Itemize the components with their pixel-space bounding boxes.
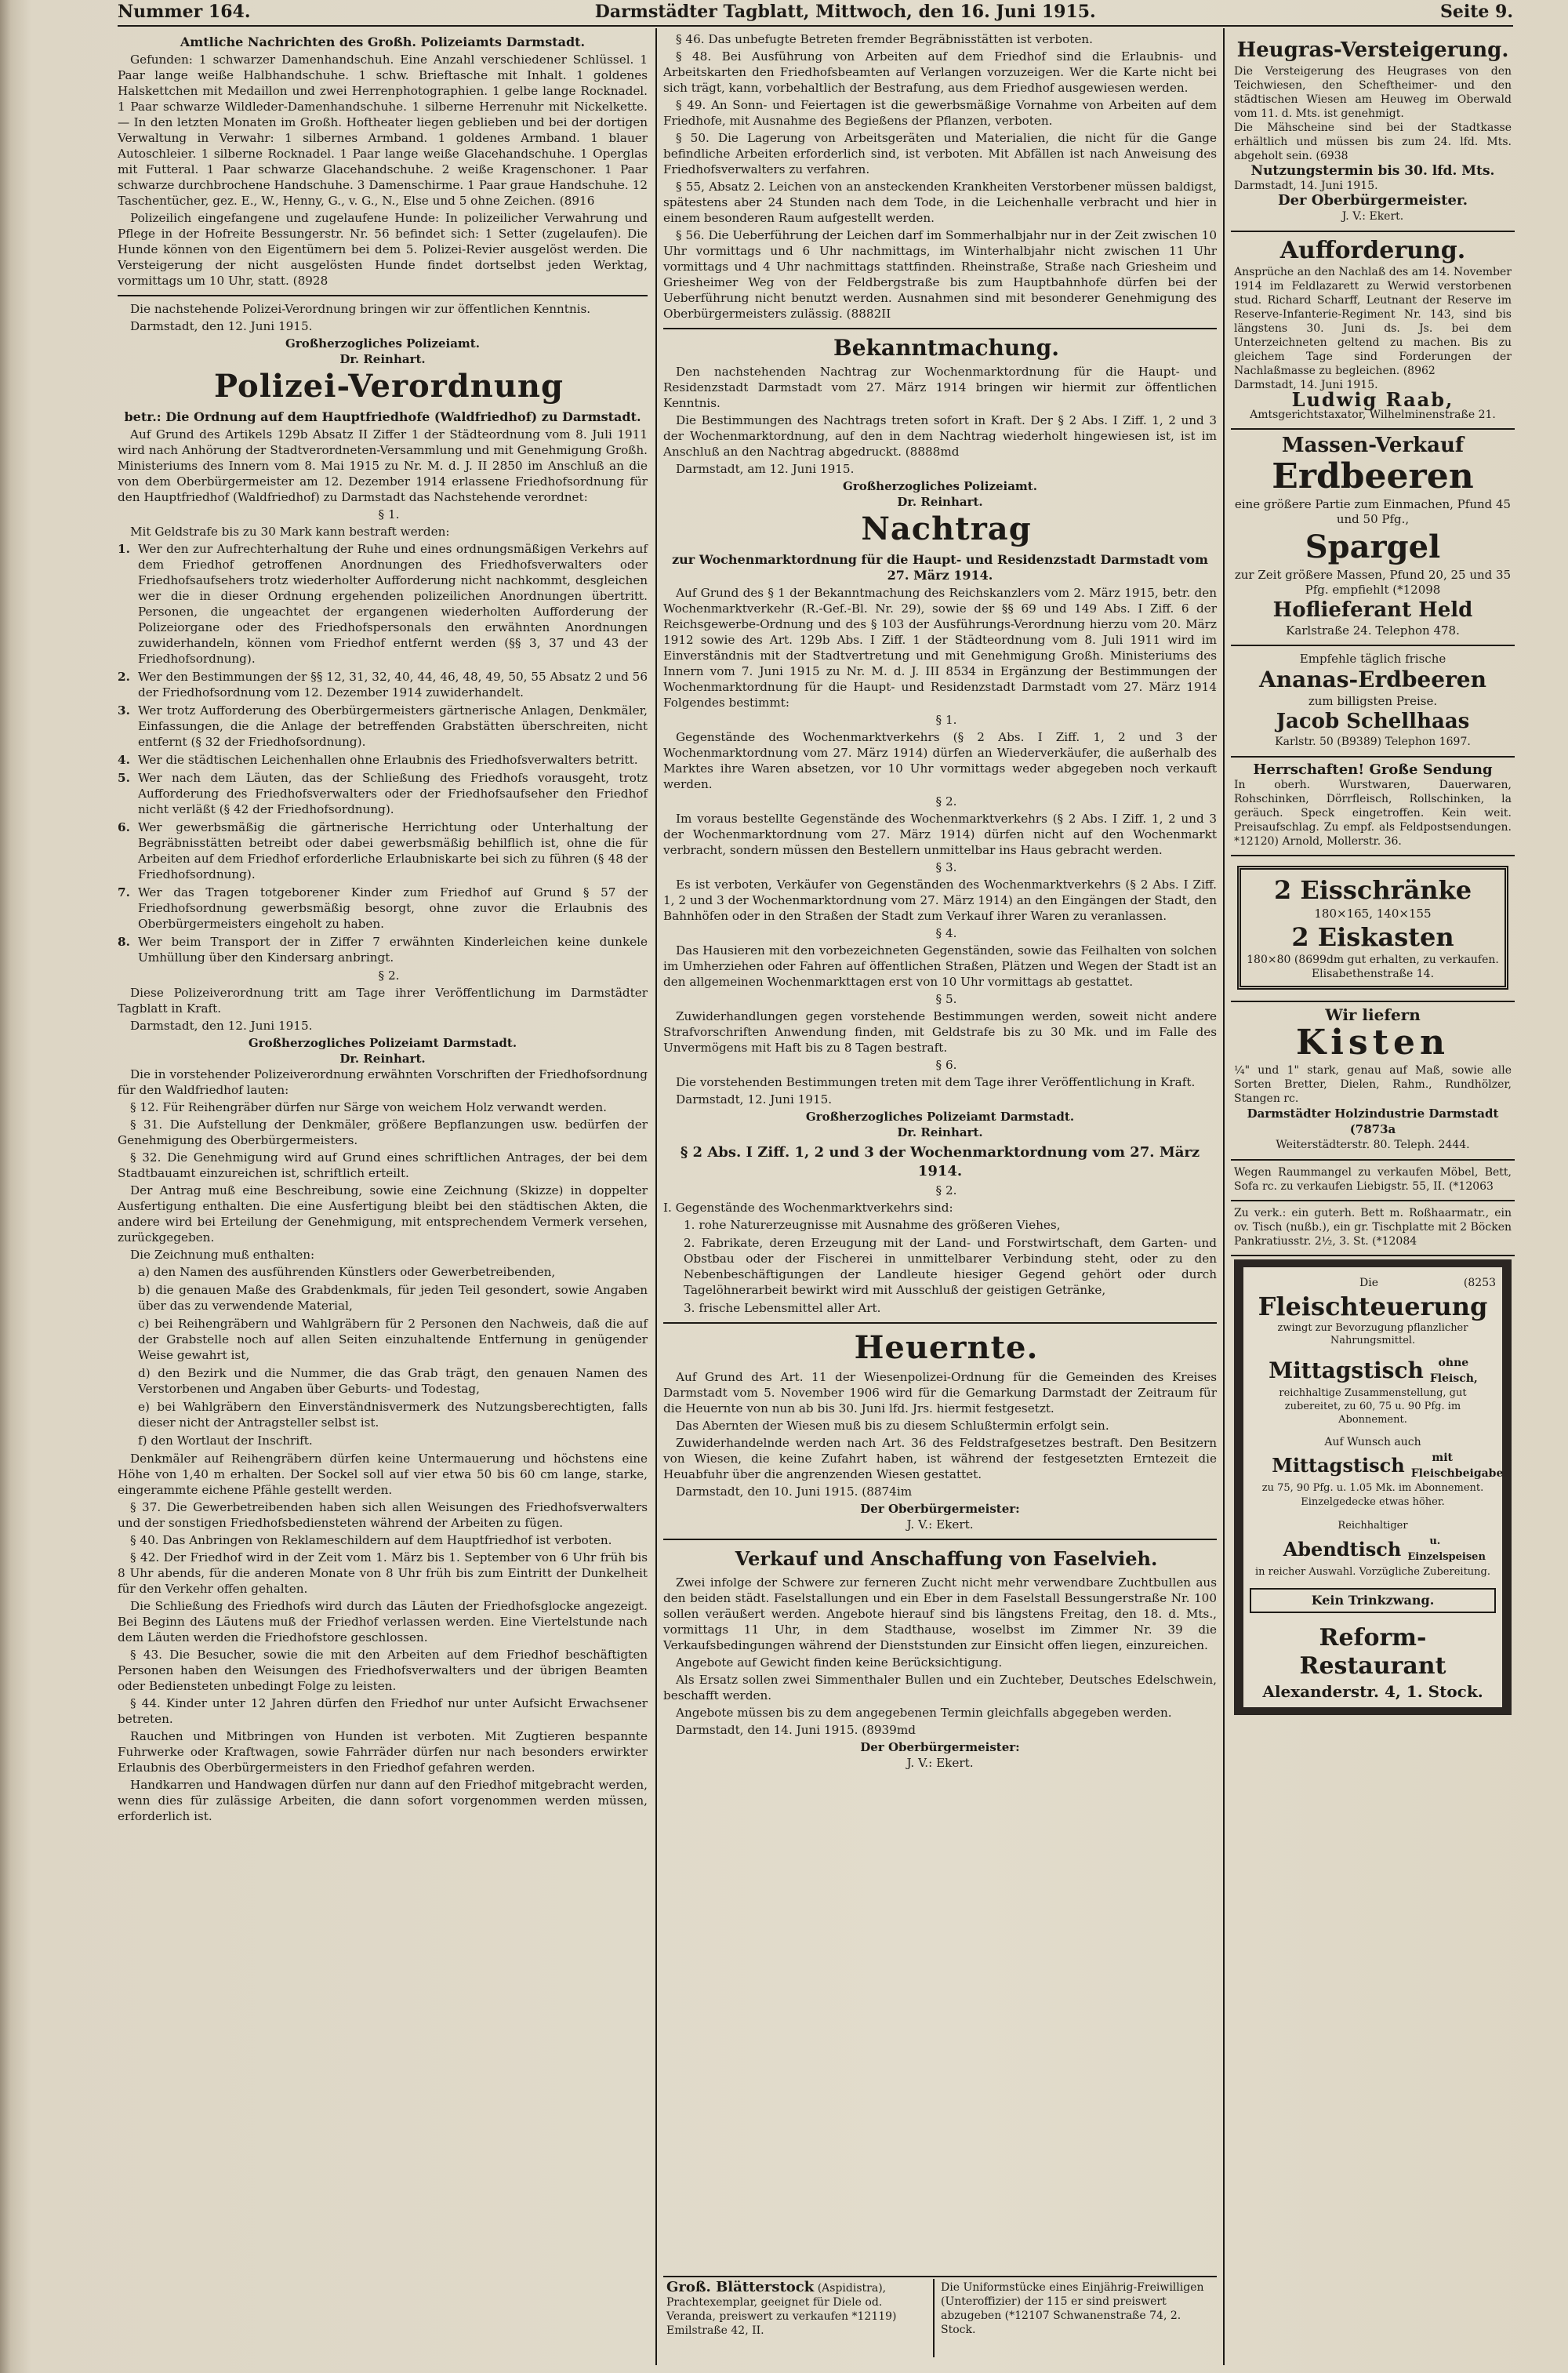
column-rule-2 (1223, 28, 1225, 2365)
paragraph-text: Der Antrag muß eine Beschreibung, sowie eine Zeichnung (Skizze) in doppelter Ausfertigung enthalten. Die eine Ausfertigung bleibt bei den städtischen Akten, die andere wird bei Erteilung der Genehmigung, mit entsprechendem Vermerk versehen, zurückgegeben. (118, 1183, 648, 1245)
list-item: 1. Wer den zur Aufrechterhaltung der Ruhe und eines ordnungsmäßigen Verkehrs auf dem Friedhof getroffenen Anordnungen des Friedhofsverwalters oder Friedhofsaufsehers trotz wiederholter Aufforderung nicht nachkommt, desgleichen wer die in dieser Ordnung ergehenden polizeilichen Anordnungen übertritt. Personen, die ungeachtet der ergangenen wiederholten Aufforderung der Polizeiorgane oder des Friedhofspersonals den erwähnten Anordnungen zuwiderhandeln, können vom Friedhof entfernt werden (§§ 3, 37 und 43 der Friedhofsordnung). (118, 542, 648, 666)
date-line: Darmstadt, den 12. Juni 1915. (130, 319, 313, 333)
authority: Der Oberbürgermeister: (860, 1740, 1020, 1754)
list-item: 7. Wer das Tragen totgeborener Kinder zum Friedhof auf Grund § 57 der Friedhofsordnung gewerbsmäßig besorgt, ohne zuvor die Erlaubnis des Oberbürgermeisters eingeholt zu haben. (118, 885, 648, 931)
ad-text: Die (1359, 1277, 1378, 1289)
paragraph-text: Das Hausieren mit den vorbezeichneten Gegenständen, sowie das Feilhalten von solchen im Umherziehen oder Fahren auf öffentlichen Straßen, Plätzen und Wegen der Stadt ist an den allgemeinen Wochenmarkttagen erst von 10 Uhr vormittags ab gestattet. (663, 943, 1217, 989)
nachtrag-subtitle: zur Wochenmarktordnung für die Haupt- und Residenzstadt Darmstadt vom 27. März 1914. (672, 552, 1208, 583)
list-item: 6. Wer gewerbsmäßig die gärtnerische Herrichtung oder Unterhaltung der Begräbnisstätten betreibt oder dabei gewerbsmäßig behilflich ist, ohne die für Arbeiten auf dem Friedhof erforderliche Erlaubniskarte bei sich zu führen (§ 48 der Friedhofsordnung). (118, 820, 648, 881)
ad-text: Ansprüche an den Nachlaß des am 14. November 1914 im Feldlazarett zu Werwid verstorbenen stud. Richard Scharff, Leutnant der Reserve im Reserve-Infanterie-Regiment Nr. 143, sind bis längstens 30. Juni ds. Js. bei dem Unterzeichneten geltend zu machen. Bis zu gleichem Tage sind Forderungen der Nachlaßmasse zu begleichen. (8962 (1234, 266, 1512, 377)
paragraph-text: § 37. Die Gewerbetreibenden haben sich allen Weisungen des Friedhofsverwalters und der sonstigen Friedhofsbediensteten während der Arbeiten zu fügen. (118, 1500, 648, 1530)
ad-line (1250, 1534, 1496, 1565)
preamble: Auf Grund des Artikels 129b Absatz II Ziffer 1 der Städteordnung vom 8. Juli 1911 wird nach Anhörung der Stadtverordneten-Versammlung und mit Genehmigung Großh. Ministeriums des Innern vom 8. Mai 1915 zu Nr. M. d. J. II 2850 im Anschluß an die von dem Oberbürgermeister am 12. Dezember 1914 erlassene Friedhofsordnung für den Hauptfriedhof (Waldfriedhof) zu Darmstadt das Nachstehende verordnet: (118, 427, 648, 504)
ad-title: Mittagstisch (1269, 1357, 1424, 1383)
paragraph-text: § 48. Bei Ausführung von Arbeiten auf dem Friedhof sind die Erlaubnis- und Arbeitskarten den Friedhofsbeamten auf Verlangen vorzuzeigen. Wer die Karte nicht bei sich trägt, kann, vorbehaltlich der Bestrafung, aus dem Friedhof ausgewiesen werden. (663, 49, 1217, 95)
heading-heuernte: Heuernte. (854, 1329, 1039, 1366)
date-line: Darmstadt, den 14. Juni 1915. (8939md (676, 1723, 916, 1737)
list-item: f) den Wortlaut der Inschrift. (138, 1434, 313, 1448)
heading-faselvieh: Verkauf und Anschaffung von Faselvieh. (735, 1547, 1158, 1570)
paragraph-number: § 2. (935, 1183, 957, 1197)
paragraph-text: Denkmäler auf Reihengräbern dürfen keine Untermauerung und höchstens eine Höhe von 1,40 m erhalten. Der Sockel soll auf vier etwa 50 bis 60 cm lange, starke, eingerammte eichene Pfähle gestellt werden. (118, 1452, 648, 1497)
paragraph-text: Gegenstände des Wochenmarktverkehrs (§ 2 Abs. I Ziff. 1, 2 und 3 der Wochenmarktordnung vom 27. März 1914) dürfen an Wiederverkäufer, die außerhalb des Marktes ihre Waren absetzen, vor 10 Uhr vormittags weder abgegeben noch verkauft werden. (663, 730, 1217, 791)
authority: Der Oberbürgermeister. (1277, 192, 1468, 209)
ad-text: Die Versteigerung des Heugrases von den Teichwiesen, den Scheftheimer- und den städtischen Wiesen am Heuweg im Oberwald vom 11. d. Mts. ist genehmigt. (1234, 65, 1512, 120)
ad-text: ohne Fleisch, (1429, 1357, 1478, 1385)
paragraph-text: Angebote müssen bis zu dem angegebenen Termin gleichfalls abgegeben werden. (676, 1706, 1172, 1720)
paragraph-text: § 44. Kinder unter 12 Jahren dürfen den Friedhof nur unter Aufsicht Erwachsener betreten. (118, 1696, 648, 1726)
authority: Der Oberbürgermeister: (860, 1502, 1020, 1516)
signer: Dr. Reinhart. (339, 1052, 426, 1066)
ad-text: Wegen Raummangel zu verkaufen Möbel, Bett, Sofa rc. zu verkaufen Liebigstr. 55, II. (*12063 (1234, 1166, 1512, 1193)
list-item: 2. Fabrikate, deren Erzeugung mit der Land- und Forstwirtschaft, dem Garten- und Obstbau oder der Fischerei in unmittelbarer Verbindung steht, oder zu den Nebenbeschäftigungen der Landleute hiesiger Gegend gehört oder durch Tagelöhnerarbeit bewirkt wird mit Ausschluß der geistigen Getränke, (684, 1236, 1217, 1297)
paragraph-text: Rauchen und Mitbringen von Hunden ist verboten. Mit Zugtieren bespannte Fuhrwerke oder Kraftwagen, sowie Fahrräder dürfen nur nach besonders erwirkter Erlaubnis des Oberbürgermeisters in den Friedhof gefahren werden. (118, 1729, 648, 1775)
paragraph-number: § 4. (935, 926, 957, 940)
heading-bekanntmachung: Bekanntmachung. (833, 335, 1059, 361)
separator (118, 295, 648, 296)
ad-title: Groß. Blätterstock (666, 2279, 815, 2295)
ad-text: eine größere Partie zum Einmachen, Pfund 45 und 50 Pfg., (1234, 497, 1512, 526)
list-item: d) den Bezirk und die Nummer, die das Grab trägt, den genauen Namen des Verstorbenen und Angaben über Geburts- und Todestag, (138, 1366, 648, 1396)
ad-text: Empfehle täglich frische (1299, 652, 1446, 666)
betr-line: betr.: Die Ordnung auf dem Hauptfriedhofe (Waldfriedhof) zu Darmstadt. (124, 409, 641, 424)
paragraph-text: I. Gegenstände des Wochenmarktverkehrs sind: (663, 1201, 953, 1215)
ad-text: Die Mähscheine sind bei der Stadtkasse erhältlich und müssen bis zum 24. lfd. Mts. abgeholt sein. (6938 (1234, 122, 1512, 162)
paragraph-text: Im voraus bestellte Gegenstände des Wochenmarktverkehrs (§ 2 Abs. I Ziff. 1, 2 und 3 der Wochenmarktordnung vom 27. März 1914) dürfen nicht auf den Wochenmarkt verbracht, sondern müssen den Bestellern unmittelbar ins Haus gebracht werden. (663, 812, 1217, 857)
wmo-list (663, 1217, 1217, 1316)
ad-address: Alexanderstr. 4, 1. Stock. (1262, 1682, 1483, 1701)
ad-text: mit Fleischbeigabe (1410, 1452, 1504, 1480)
paragraph-text: Die in vorstehender Polizeiverordnung erwähnten Vorschriften der Friedhofsordnung für den Waldfriedhof lauten: (118, 1067, 648, 1097)
list-item: 4. Wer die städtischen Leichenhallen ohne Erlaubnis des Friedhofsverwalters betritt. (118, 753, 638, 767)
ad-kisten (1231, 1002, 1515, 1161)
paragraph-text: Zuwiderhandelnde werden nach Art. 36 des Feldstrafgesetzes bestraft. Den Besitzern von Wiesen, die keine Zufahrt haben, ist während der festgesetzten Erntezeit die Heuabfuhr über die angrenzenden Wiesen gestattet. (663, 1436, 1217, 1481)
signer: Dr. Reinhart. (897, 1125, 983, 1139)
paragraph-intro: Mit Geldstrafe bis zu 30 Mark kann bestraft werden: (130, 525, 450, 539)
date-line: Darmstadt, 12. Juni 1915. (676, 1092, 833, 1107)
paragraph-number: § 5. (935, 992, 957, 1006)
paragraph-text: Auf Grund des Art. 11 der Wiesenpolizei-Ordnung für die Gemeinden des Kreises Darmstadt vom 5. November 1906 wird für die Gemarkung Darmstadt der Zeitraum für die Heuernte von nun ab bis 30. Juni lfd. Jrs. hiermit festgesetzt. (663, 1370, 1217, 1415)
list-item: 1. rohe Naturerzeugnisse mit Ausnahme des größeren Viehes, (684, 1218, 1061, 1232)
ad-line (1250, 1355, 1496, 1386)
ad-address: Karlstraße 24. Telephon 478. (1286, 623, 1460, 638)
list-item: e) bei Wahlgräbern den Einverständnisvermerk des Nutzungsberechtigten, falls dieser nicht der Antragsteller selbst ist. (138, 1400, 648, 1430)
ad-text: Zu verk.: ein guterh. Bett m. Roßhaarmatr., ein ov. Tisch (nußb.), ein gr. Tischplatte mit 2 Böcken Pankratiusstr. 2½, 3. St. (*12084 (1234, 1207, 1512, 1248)
ad-title: Reform-Restaurant (1299, 1624, 1446, 1680)
ad-title: Abendtisch (1283, 1538, 1402, 1561)
ad-text: Wir liefern (1325, 1005, 1421, 1024)
ad-box (1237, 866, 1508, 990)
date-line: Darmstadt, den 10. Juni 1915. (8874im (676, 1484, 913, 1499)
ad-text: zu 75, 90 Pfg. u. 1.05 Mk. im Abonnement. (1261, 1482, 1484, 1494)
ad-text: Auf Wunsch auch (1324, 1436, 1421, 1448)
heading-nachtrag: Nachtrag (861, 511, 1032, 547)
ad-eisschraenke (1231, 856, 1515, 1002)
paragraph-text: Die Schließung des Friedhofs wird durch das Läuten der Friedhofsglocke angezeigt. Bei Beginn des Läutens muß der Friedhof verlassen werden. Eine Viertelstunde nach dem Läuten werden die Friedhofstore geschlossen. (118, 1599, 648, 1644)
separator (663, 328, 1217, 329)
paragraph-text: Die vorstehenden Bestimmungen treten mit dem Tage ihrer Veröffentlichung in Kraft. (676, 1075, 1196, 1089)
ad-uniform (941, 2280, 1215, 2337)
paragraph-text: Zuwiderhandlungen gegen vorstehende Bestimmungen werden, soweit nicht andere Strafvorschriften Anwendung finden, mit Geldstrafe bis zu 30 Mk. und im Falle des Unvermögens mit Haft bis zu 8 Tagen bestraft. (663, 1009, 1217, 1055)
ad-title: 2 Eisschränke (1273, 875, 1472, 905)
offence-list (118, 541, 648, 965)
date-line: Darmstadt, 14. Juni 1915. (1234, 379, 1378, 391)
ad-text: In oberh. Wurstwaren, Dauerwaren, Rohschinken, Dörrfleisch, Rollschinken, la geräuch. Speck eingetroffen. Kein weit. Preisaufschlag. Zu empf. als Feldpostsendungen. *12120) Arnold, Mollerstr. 36. (1234, 779, 1512, 848)
paragraph-text: Als Ersatz sollen zwei Simmenthaler Bullen und ein Zuchteber, Deutsches Edelschwein, beschafft werden. (663, 1673, 1217, 1703)
ad-text: zwingt zur Bevorzugung pflanzlicher Nahrungsmittel. (1277, 1322, 1468, 1346)
ad-aufforderung (1231, 232, 1515, 430)
found-items: Gefunden: 1 schwarzer Damenhandschuh. Eine Anzahl verschiedener Schlüssel. 1 Paar lange weiße Halbhandschuhe. 1 schw. Brieftasche mit Inhalt. 1 goldenes Halskettchen mit Medaillon und zwei Herrenphotographien. 1 gelbe lange Rocknadel. 1 Paar schwarze Wildleder-Damenhandschuhe. 1 silberne Herrenuhr mit Nickelkette. — In den letzten Monaten im Großh. Hoftheater liegen geblieben und bei der dortigen Verwaltung in Verwahr: 1 silbernes Armband. 1 goldenes Armband. 1 blauer Autoschleier. 1 silberne Rocknadel. 1 Paar lange weiße Glacehandschuhe. 1 Operglas mit Futteral. 1 Paar schwarze Glacehandschuhe. 2 weiße Kragenschoner. 1 Paar schwarze durchbrochene Handschuhe. 3 Damenschirme. 1 Paar graue Handschuhe. 12 Taschentücher, gez. E., W., Henny, G., v. G., N., Else und 5 ohne Zeichen. (8916 (118, 53, 648, 208)
paragraph-text: Es ist verboten, Verkäufer von Gegenständen des Wochenmarktverkehrs (§ 2 Abs. I Ziff. 1, 2 und 3 der Wochenmarktordnung vom 27. März 1914) an den Eingängen der Stadt, den Bahnhöfen oder in den Straßen der Stadt zum Verkauf ihrer Waren zu veranlassen. (663, 878, 1217, 923)
signer: J. V.: Ekert. (906, 1517, 974, 1532)
ad-fleischteuerung (1234, 1259, 1512, 1715)
paragraph-text: § 43. Die Besucher, sowie die mit den Arbeiten auf dem Friedhof beschäftigten Personen haben den Weisungen des Friedhofsverwalters und der übrigen Beamten oder Bediensteten unbedingt Folge zu leisten. (118, 1648, 648, 1693)
paragraph-text: Das Abernten der Wiesen muß bis zu diesem Schlußtermin erfolgt sein. (676, 1419, 1109, 1433)
paragraph-text: Handkarren und Handwagen dürfen nur dann auf den Friedhof mitgebracht werden, wenn dies für zulässige Arbeiten, die dann sofort vorgenommen werden müssen, erforderlich ist. (118, 1778, 648, 1823)
authority: Großherzogliches Polizeiamt Darmstadt. (805, 1110, 1075, 1124)
ad-text: Einzelgedecke etwas höher. (1301, 1496, 1445, 1508)
ad-title: Ananas-Erdbeeren (1259, 667, 1486, 692)
list-item: 3. frische Lebensmittel aller Art. (684, 1301, 881, 1315)
paragraph-number: § 1. (378, 507, 400, 521)
ad-text: zum billigsten Preise. (1308, 694, 1438, 708)
ad-title: Massen-Verkauf (1281, 434, 1465, 457)
list-item: c) bei Reihengräbern und Wahlgräbern für 2 Personen den Nachweis, daß die auf der Grabstelle noch auf allen Seiten einzuhaltende Entfernung in genügender Weise gewahrt ist, (138, 1317, 648, 1362)
ad-title-large: Fleischteuerung (1258, 1292, 1488, 1321)
dogs-notice: Polizeilich eingefangene und zugelaufene Hunde: In polizeilicher Verwahrung und Pflege in der Hofreite Bessungerstr. Nr. 56 befindet sich: 1 Setter (zugelaufen). Die Hunde können von den Eigentümern bei dem 5. Polizei-Revier ausgelöst werden. Die Versteigerung der nicht ausgelösten Hunde findet dortselbst jeden Werktag, vormittags um 10 Uhr, statt. (8928 (118, 211, 648, 288)
paragraph-text: Auf Grund des § 1 der Bekanntmachung des Reichskanzlers vom 2. März 1915, betr. den Wochenmarktverkehr (R.-Gef.-Bl. Nr. 29), sowie der §§ 69 und 149 Abs. I Ziff. 6 der Reichsgewerbe-Ordnung und des § 103 der Ausführungs-Verordnung hierzu vom 20. März 1912 sowie des Art. 129b Abs. I Ziff. 1 der Städteordnung vom 8. Juli 1911 wird im Einverständnis mit der Stadtvertretung und mit Genehmigung Großh. Ministeriums des Innern vom 7. Juni 1915 zu Nr. M. d. J. III 8534 in Ergänzung der Bestimmungen der Wochenmarktordnung für die Haupt- und Residenzstadt Darmstadt vom 27. März 1914 Folgendes bestimmt: (663, 586, 1217, 710)
ad-address: Weiterstädterstr. 80. Teleph. 2444. (1276, 1139, 1470, 1151)
paragraph-text: § 42. Der Friedhof wird in der Zeit vom 1. März bis 1. September von 6 Uhr früh bis 8 Uhr abends, für die anderen Monate von 8 Uhr früh bis zum Eintritt der Dunkelheit für den Verkehr offen gehalten. (118, 1550, 648, 1596)
ad-title: Herrschaften! Große Sendung (1253, 761, 1493, 778)
ad-text: 180×80 (8699dm gut erhalten, zu verkaufen. Elisabethenstraße 14. (1247, 954, 1499, 980)
paragraph-number: § 6. (935, 1058, 957, 1072)
ad-code: (8253 (1463, 1277, 1496, 1289)
ad-text: Die Uniformstücke eines Einjährig-Freiwilligen (Unteroffizier) der 115 er sind preiswert abzugeben (*12107 Schwanenstraße 74, 2. Stock. (941, 2281, 1204, 2336)
paragraph-number: § 2. (378, 968, 400, 983)
paragraph-number: § 3. (935, 860, 957, 874)
authority: Großherzogliches Polizeiamt. (285, 336, 480, 351)
paper-title-date: Darmstädter Tagblatt, Mittwoch, den 16. Juni 1915. (594, 2, 1096, 22)
ad-text: Reichhaltiger (1338, 1520, 1408, 1532)
ad-text: reichhaltige Zusammenstellung, gut zubereitet, zu 60, 75 u. 90 Pfg. im Abonnement. (1279, 1387, 1467, 1426)
page-number: Seite 9. (1439, 2, 1513, 22)
signer: J. V.: Ekert. (906, 1756, 974, 1770)
column-1 (118, 31, 648, 1826)
paragraph-text: Zwei infolge der Schwere zur ferneren Zucht nicht mehr verwendbare Zuchtbullen aus den beiden städt. Faselstallungen und ein Eber in dem Faselstall Bessungerstraße Nr. 100 sollen veräußert werden. Angebote hierauf sind bis längstens Freitag, den 18. d. Mts., vormittags 11 Uhr, in dem Stadthause, woselbst im Zimmer Nr. 39 die Verkaufsbedingungen während der Dienststunden zur Einsicht offen liegen, einzureichen. (663, 1575, 1217, 1652)
ad-title: Mittagstisch (1272, 1454, 1405, 1477)
ad-banner: Kein Trinkzwang. (1250, 1588, 1496, 1613)
ad-title: Aufforderung. (1279, 237, 1466, 264)
ad-heugras (1231, 31, 1515, 232)
separator (663, 1322, 1217, 1324)
authority: Großherzogliches Polizeiamt. (843, 479, 1037, 493)
intro-text: Die nachstehende Polizei-Verordnung bringen wir zur öffentlichen Kenntnis. (130, 302, 591, 316)
signer: Dr. Reinhart. (897, 495, 983, 509)
list-item: a) den Namen des ausführenden Künstlers oder Gewerbetreibenden, (138, 1265, 556, 1279)
paragraph-text: § 46. Das unbefugte Betreten fremder Begräbnisstätten ist verboten. (676, 32, 1093, 46)
column-rule-1 (655, 28, 657, 2365)
paragraph-number: § 2. (935, 794, 957, 809)
paragraph-text: § 49. An Sonn- und Feiertagen ist die gewerbsmäßige Vornahme von Arbeiten auf dem Friedhofe, mit Ausnahme des Begießens der Pflanzen, verboten. (663, 98, 1217, 128)
ad-name: Ludwig Raab, (1291, 388, 1454, 411)
date-line: Darmstadt, den 12. Juni 1915. (130, 1019, 313, 1033)
column-3 (1231, 31, 1515, 1718)
ad-title-large: Spargel (1305, 529, 1441, 565)
ad-header (1250, 1275, 1496, 1291)
ad-title-large: Kisten (1295, 1023, 1450, 1063)
list-item: 5. Wer nach dem Läuten, das der Schließung des Friedhofs vorausgeht, trotz Aufforderung des Friedhofsverwalters oder der Friedhofsaufseher den Friedhof nicht verläßt (§ 42 der Friedhofsordnung). (118, 771, 648, 816)
list-item: b) die genauen Maße des Grabdenkmals, für jeden Teil gesondert, sowie Angaben über das zu verwendende Material, (138, 1283, 648, 1313)
ad-blaetterstock (666, 2280, 925, 2338)
ad-firm: Hoflieferant Held (1272, 598, 1473, 622)
signer: Dr. Reinhart. (339, 352, 426, 366)
section-title: Amtliche Nachrichten des Großh. Polizeiamts Darmstadt. (180, 35, 586, 49)
date-line: Darmstadt, 14. Juni 1915. (1234, 180, 1378, 192)
issue-number: Nummer 164. (118, 2, 251, 22)
separator (663, 1539, 1217, 1540)
authority: Großherzogliches Polizeiamt Darmstadt. (248, 1036, 517, 1050)
paragraph-text: § 50. Die Lagerung von Arbeitsgeräten und Materialien, die nicht für die Gange befindliche Arbeiten erforderlich sind, ist verboten. Mit Abfällen ist nach Anweisung des Friedhofsverwalters zu verfahren. (663, 131, 1217, 176)
ad-title: Heugras-Versteigerung. (1236, 38, 1509, 62)
paragraph-number: § 1. (935, 713, 957, 727)
ad-herrschaften (1231, 758, 1515, 856)
ad-firm: Darmstädter Holzindustrie Darmstadt (7873a (1247, 1107, 1499, 1136)
list-item: 8. Wer beim Transport der in Ziffer 7 erwähnten Kinderleichen keine dunkele Umhüllung über den Kindersarg anbringt. (118, 935, 648, 965)
ad-divider (933, 2279, 935, 2357)
ad-text: ¼" und 1" stark, genau auf Maß, sowie alle Sorten Bretter, Dielen, Rahm., Rundhölzer, Stangen rc. (1234, 1064, 1512, 1105)
column-2 (663, 31, 1217, 1772)
ad-title: 2 Eiskasten (1291, 922, 1454, 952)
signer: J. V.: Ekert. (1341, 210, 1404, 223)
date-line: Darmstadt, am 12. Juni 1915. (676, 462, 855, 476)
drawing-requirements (118, 1264, 648, 1448)
paragraph-text: Die Zeichnung muß enthalten: (130, 1248, 315, 1262)
ad-title-large: Erdbeeren (1272, 456, 1474, 496)
paragraph-text: Den nachstehenden Nachtrag zur Wochenmarktordnung für die Haupt- und Residenzstadt Darmstadt vom 27. März 1914 bringen wir hiermit zur öffentlichen Kenntnis. (663, 365, 1217, 410)
ad-inner (1243, 1267, 1502, 1707)
paragraph-text: § 32. Die Genehmigung wird auf Grund eines schriftlichen Antrages, der bei dem Stadtbauamt einzureichen ist, schriftlich erteilt. (118, 1150, 648, 1180)
ad-moebel (1231, 1161, 1515, 1201)
ad-text: 180×165, 140×155 (1314, 907, 1432, 921)
heading-polizei-verordnung: Polizei-Verordnung (214, 368, 564, 405)
ad-text: zur Zeit größere Massen, Pfund 20, 25 und 35 Pfg. empfiehlt (*12098 (1234, 568, 1512, 597)
paragraph-text: Die Bestimmungen des Nachtrags treten sofort in Kraft. Der § 2 Abs. I Ziff. 1, 2 und 3 der Wochenmarktordnung, auf den in dem Nachtrag wiederholt hingewiesen ist, ist im Anschluß an den Nachtrag abgedruckt. (8888md (663, 413, 1217, 459)
list-item: 3. Wer trotz Aufforderung des Oberbürgermeisters gärtnerische Anlagen, Denkmäler, Einfassungen, die die Anlage der betreffenden Grabstätten überschreiten, nicht entfernt (§ 32 der Friedhofsordnung). (118, 703, 648, 749)
masthead-rule (118, 25, 1513, 27)
paragraph-text: § 56. Die Ueberführung der Leichen darf im Sommerhalbjahr nur in der Zeit zwischen 10 Uhr vormittags und 6 Uhr nachmittags, im Winterhalbjahr nicht zwischen 11 Uhr vormittags und 4 Uhr nachmittags stattfinden. Rheinstraße, Straße nach Griesheim und Griesheimer Weg von der Feldbergstraße bis zum Hauptbahnhofe dürfen bei der Ueberführung nicht benutzt werden. Ausnahmen sind mit besonderer Genehmigung des Oberbürgermeisters zulässig. (8882II (663, 228, 1217, 321)
masthead (118, 0, 1513, 24)
ad-line (1250, 1450, 1504, 1481)
paragraph-text: § 12. Für Reihengräber dürfen nur Särge von weichem Holz verwandt werden. (130, 1100, 608, 1114)
paragraph-text: § 40. Das Anbringen von Reklameschildern auf dem Hauptfriedhof ist verboten. (130, 1533, 612, 1547)
paragraph-text: Diese Polizeiverordnung tritt am Tage ihrer Veröffentlichung im Darmstädter Tagblatt in Kraft. (118, 986, 648, 1016)
ad-text: Amtsgerichtstaxator, Wilhelminenstraße 21. (1250, 409, 1496, 421)
ad-erdbeeren (1231, 430, 1515, 646)
paragraph-text: § 55, Absatz 2. Leichen von an ansteckenden Krankheiten Verstorbener müssen baldigst, spätestens aber 24 Stunden nach dem Tode, in die Leichenhalle verbracht und hier in einem besonderen Raum aufgestellt werden. (663, 180, 1217, 225)
ad-firm: Jacob Schellhaas (1276, 710, 1470, 733)
ad-ananas (1231, 646, 1515, 758)
ad-text: in reicher Auswahl. Vorzügliche Zubereitung. (1254, 1566, 1490, 1578)
paragraph-text: Angebote auf Gewicht finden keine Berücksichtigung. (676, 1655, 1003, 1670)
ad-text: (Aspidistra), Prachtexemplar, geeignet für Diele od. Veranda, preiswert zu verkaufen *12119) Emilstraße 42, II. (666, 2282, 897, 2337)
list-item: 2. Wer den Bestimmungen der §§ 12, 31, 32, 40, 44, 46, 48, 49, 50, 55 Absatz 2 und 56 der Friedhofsordnung vom 12. Dezember 1914 zuwiderhandelt. (118, 670, 648, 700)
ad-address: Karlstr. 50 (B9389) Telephon 1697. (1275, 736, 1471, 748)
paragraph-text: § 31. Die Aufstellung der Denkmäler, größere Bepflanzungen usw. bedürfen der Genehmigung des Oberbürgermeisters. (118, 1117, 648, 1147)
ad-text: u. Einzelspeisen (1407, 1535, 1486, 1563)
ad-bold: Nutzungstermin bis 30. lfd. Mts. (1250, 163, 1495, 179)
wmo-heading: § 2 Abs. I Ziff. 1, 2 und 3 der Wochenmarktordnung vom 27. März 1914. (680, 1144, 1200, 1179)
ad-bett (1231, 1201, 1515, 1256)
bottom-ad-rule (663, 2276, 1217, 2277)
